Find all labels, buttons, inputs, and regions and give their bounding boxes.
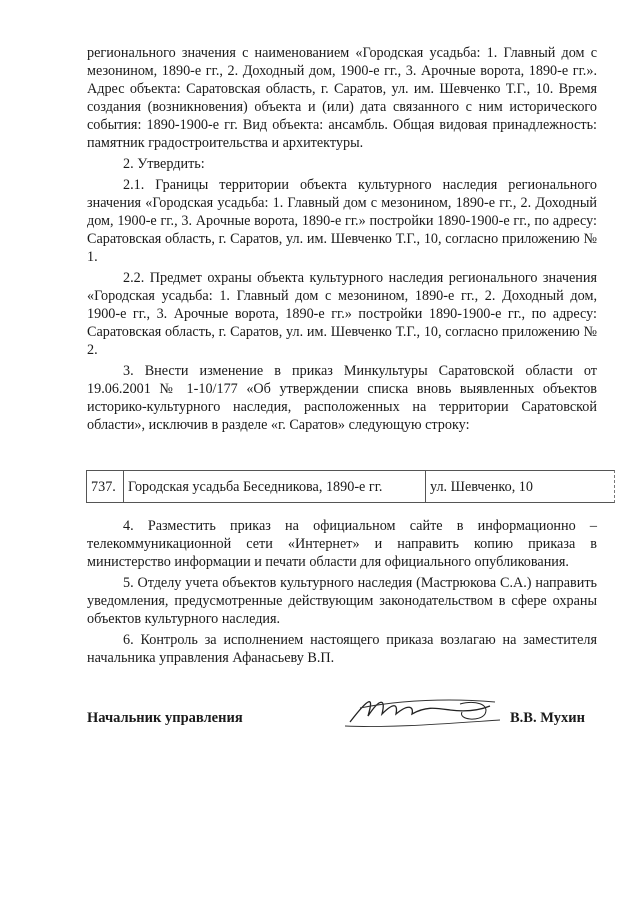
paragraph-2: 2. Утвердить: [123,156,205,172]
table-cell-address: ул. Шевченко, 10 [430,478,533,495]
table-cell-number: 737. [87,471,124,502]
body-text-top [87,44,597,437]
paragraph-1: регионального значения с наименованием «Городская усадьба: 1. Главный дом с мезонином, 1890-е гг., 2. Доходный дом, 1900-е гг., 3. Арочные ворота, 1890-е гг.». Адрес объекта: Саратовская область, г. Саратов, ул. им. Шевченко Т.Г., 10. Время создания (возникновения) объекта и (или) дата связанного с ним исторического события: 1890-1900-е гг. Вид объекта: ансамбль. Общая видовая принадлежность: памятник градостроительства и архитектуры. [87,45,597,151]
paragraph-5: 5. Отделу учета объектов культурного наследия (Мастрюкова С.А.) направить уведомления, предусмотренные действующим законодательством в сфере охраны объектов культурного наследия. [87,575,597,627]
signatory-name: В.В. Мухин [510,710,585,726]
paragraph-2-1: 2.1. Границы территории объекта культурного наследия регионального значения «Городская усадьба: 1. Главный дом с мезонином, 1890-е гг., 2. Доходный дом, 1900-е гг., 3. Арочные ворота, 1890-е гг.» постройки 1890-1900-е гг., по адресу: Саратовская область, г. Саратов, ул. им. Шевченко Т.Г., 10, согласно приложению № 1. [87,177,597,265]
paragraph-6: 6. Контроль за исполнением настоящего приказа возлагаю на заместителя начальника управления Афанасьеву В.П. [87,632,597,666]
paragraph-4: 4. Разместить приказ на официальном сайте в информационно – телекоммуникационной сети «Интернет» и направить копию приказа в министерство информации и печати области для официального опубликования. [87,518,597,570]
table-cell-name: Городская усадьба Беседникова, 1890-е гг. [124,471,426,502]
paragraph-3: 3. Внести изменение в приказ Минкультуры Саратовской области от 19.06.2001 № 1-10/177 «Об утверждении списка вновь выявленных объектов историко-культурного наследия, расположенных на территории Саратовской области», исключив в разделе «г. Саратов» следующую строку: [87,363,597,433]
excluded-row-table [86,470,615,503]
handwritten-signature [340,692,505,732]
body-text-bottom [87,517,597,670]
paragraph-2-2: 2.2. Предмет охраны объекта культурного наследия регионального значения «Городская усадьба: 1. Главный дом с мезонином, 1890-е гг., 2. Доходный дом, 1900-е гг., 3. Арочные ворота, 1890-е гг.» постройки 1890-1900-е гг., по адресу: Саратовская область, г. Саратов, ул. им. Шевченко Т.Г., 10, согласно приложению № 2. [87,270,597,358]
signatory-title: Начальник управления [87,710,243,726]
